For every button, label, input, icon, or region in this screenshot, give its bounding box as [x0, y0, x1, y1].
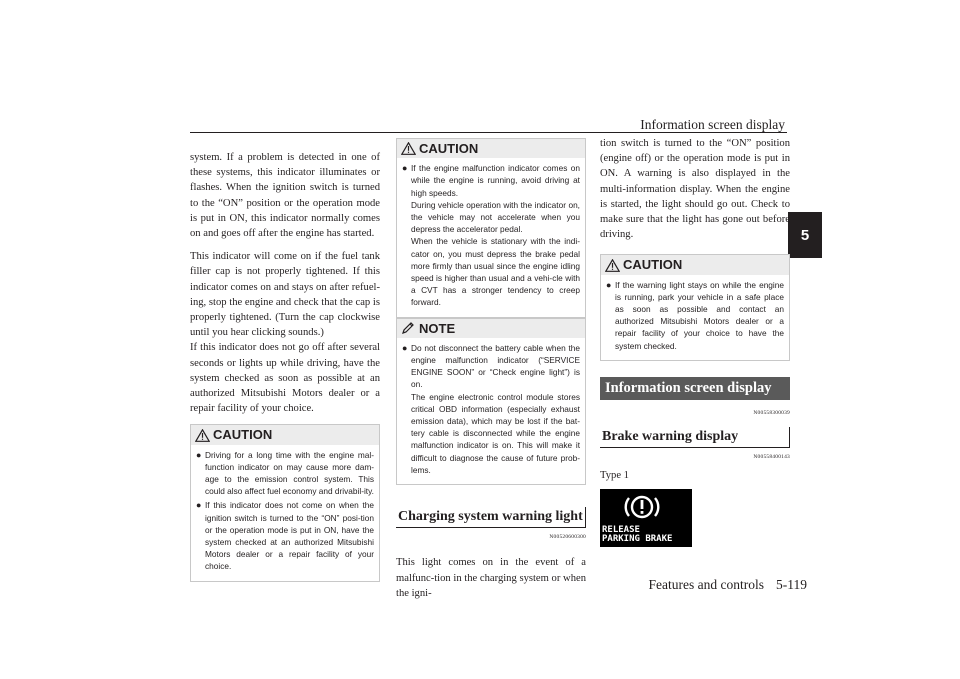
caution-body [601, 275, 789, 360]
header-title: Information screen display [640, 117, 785, 132]
bullet-item: ● If this indicator does not come on when the ignition switch is turned to the “ON” posi-tion or the operation mode is put in ON, have the system checked at an authorized Mitsubishi Motors dealer or a repair facility of your choice. [196, 500, 374, 572]
note-header [397, 319, 585, 338]
footer [649, 577, 807, 593]
paragraph: This light comes on in the event of a malfunc-tion in the charging system or when the igni- [396, 557, 586, 599]
caution-box [396, 138, 586, 318]
display-text: RELEASE PARKING BRAKE [602, 524, 673, 545]
column-1 [190, 150, 380, 582]
warning-triangle-icon [401, 142, 416, 155]
caution-box [190, 424, 380, 581]
bullet-icon: ● [606, 279, 612, 290]
reference-code: N00558300039 [753, 410, 790, 417]
subsection-heading: Brake warning display [600, 427, 790, 448]
footer-section: Features and controls [648, 577, 764, 592]
brake-warning-display [600, 489, 692, 547]
note-box [396, 318, 586, 485]
warning-triangle-icon [195, 429, 210, 442]
note-body [397, 338, 585, 484]
bullet-item: ● Driving for a long time with the engine mal-function indicator on may cause more dam-age to the emission control system. This could also affect fuel economy and drivabil-ity. [196, 449, 374, 497]
warning-triangle-icon [605, 259, 620, 272]
chapter-tab: 5 [788, 212, 822, 258]
caution-header [397, 139, 585, 158]
column-3 [600, 136, 790, 547]
note-pencil-icon [401, 322, 416, 335]
caution-label: CAUTION [623, 257, 683, 273]
caution-header [601, 255, 789, 274]
paragraph: If this indicator does not go off after several seconds or lights up while driving, have the system checked as soon as possible at an authorized Mitsubishi Motors dealer or a repair facility of your choice. [190, 342, 380, 415]
caution-body [191, 445, 379, 581]
paragraph: This indicator will come on if the fuel tank filler cap is not properly tightened. If this indicator comes on and stays on after refuel-ing, stop the engine and check that the cap is properly tightened. (Turn the cap clockwise until you hear clicking sounds.) [190, 251, 380, 339]
bullet-icon: ● [402, 342, 408, 353]
paragraph: tion switch is turned to the “ON” position (engine off) or the operation mode is put in ON. A warning is also displayed in the multi-information display. When the engine is started, the light should go out. Check to make sure that the light has gone out before driving. [600, 138, 790, 241]
paragraph: system. If a problem is detected in one of these systems, this indicator illuminates or flashes. When the ignition switch is turned to the “ON” position or the operation mode is put in ON, this indicator normally comes on and goes off after the engine has started. [190, 152, 380, 240]
bullet-icon: ● [402, 163, 408, 174]
caution-label: CAUTION [213, 427, 273, 443]
header-rule [190, 132, 787, 133]
note-label: NOTE [419, 320, 456, 336]
caution-label: CAUTION [419, 141, 479, 156]
bullet-icon: ● [196, 500, 202, 511]
section-heading: Charging system warning light [396, 507, 586, 528]
reference-code: N00558400143 [753, 454, 790, 461]
type-label: Type 1 [600, 469, 629, 481]
reference-code: N00520600300 [549, 534, 586, 541]
caution-box [600, 254, 790, 360]
bullet-item: ● If the warning light stays on while the engine is running, park your vehicle in a safe place as soon as possible and contact an authorized Mitsubishi Motors dealer or a repair facility of your choice to have the system checked. [606, 279, 784, 351]
column-2 [396, 138, 586, 601]
brake-warning-icon [622, 492, 662, 522]
bullet-icon: ● [196, 449, 202, 460]
caution-body [397, 158, 585, 316]
bullet-item: ● If the engine malfunction indicator comes on while the engine is running, avoid driving at high speeds. During vehicle operation with the indicator on, the vehicle may not accelerate when you depress the accelerator pedal. When the vehicle is stationary with the indi-cator on, you must depress the brake pedal more firmly than usual since the engine idling speed is higher than usual and a vehi-cle with a CVT has a stronger tendency to creep forward. [402, 163, 580, 308]
caution-header [191, 425, 379, 444]
bullet-item: ● Do not disconnect the battery cable when the engine malfunction indicator (“SERVICE ENGINE SOON” or “Check engine light”) is on. The engine electronic control module stores critical OBD information (especially exhaust emission data), which may be lost if the bat-tery cable is disconnected while the engine malfunction indicator is on. This will make it difficult to diagnose the cause of future prob-lems. [402, 342, 580, 475]
section-heading-bar: Information screen display [600, 377, 790, 400]
page-number: 5-119 [776, 577, 807, 592]
